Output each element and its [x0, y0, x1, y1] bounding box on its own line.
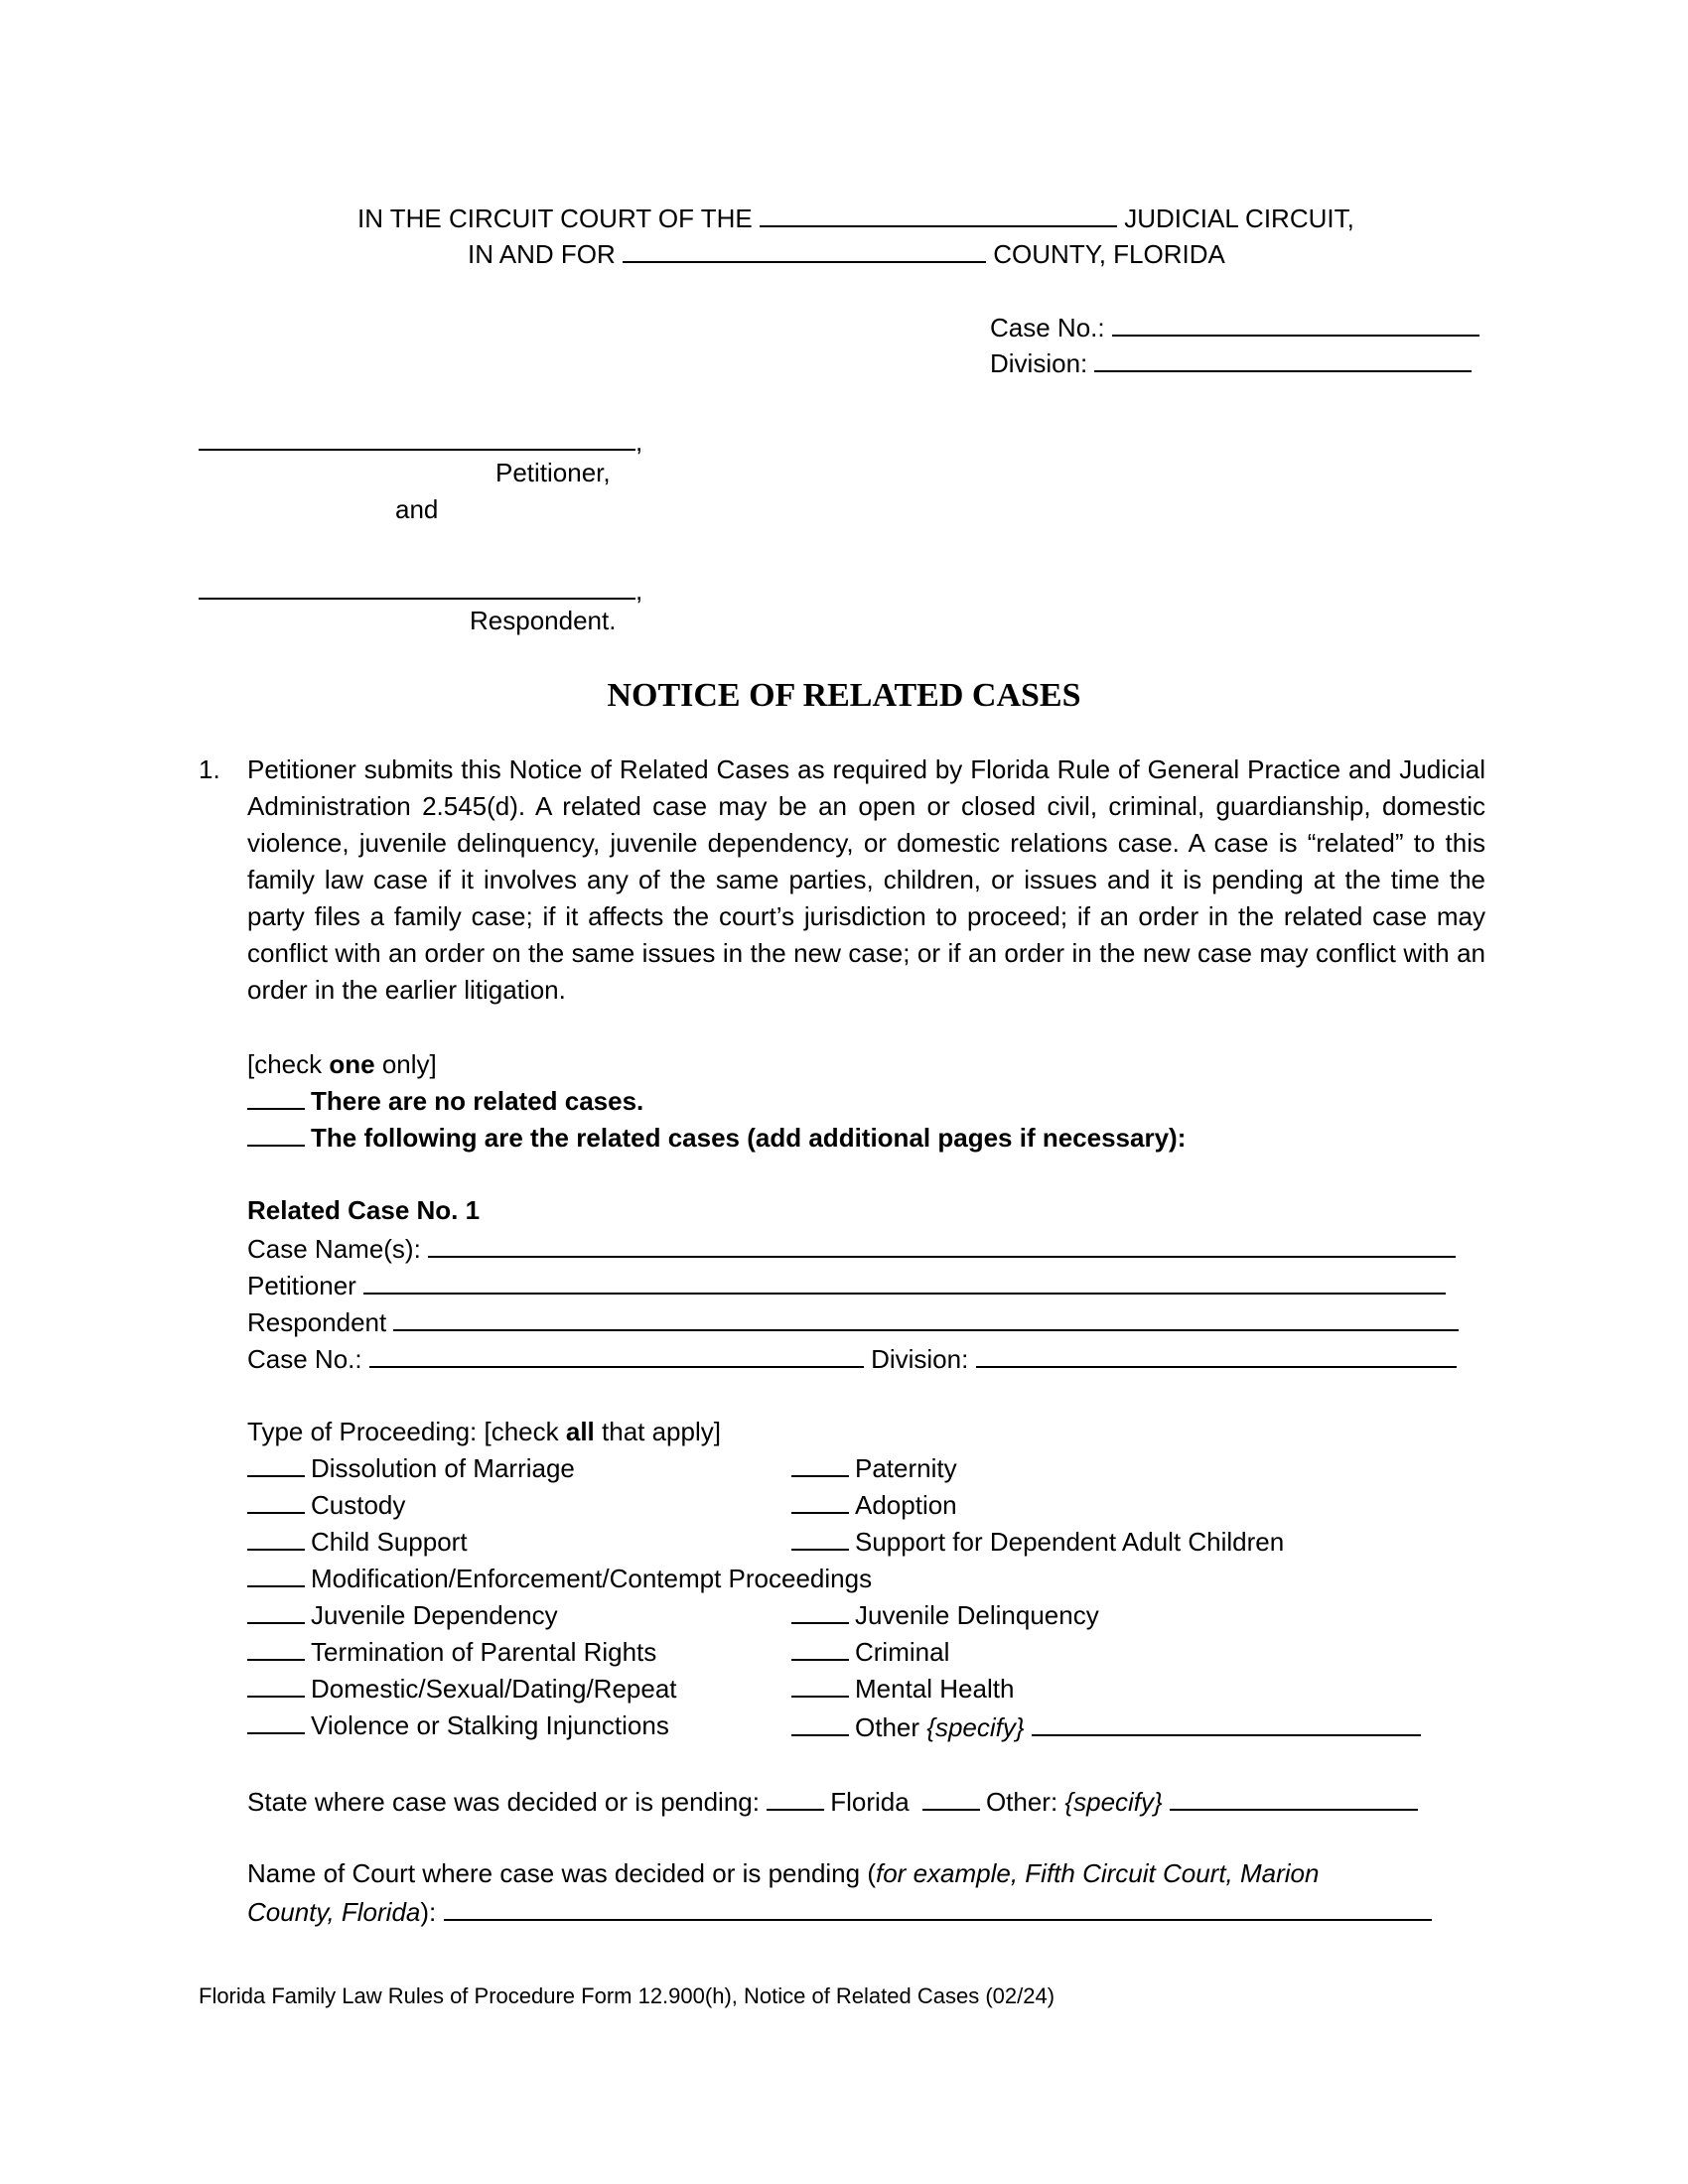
case-number-line: Case No.: [990, 313, 1479, 341]
and-label: and [395, 494, 439, 524]
respondent-label: Respondent. [470, 606, 617, 635]
proceeding-option: Termination of Parental Rights [247, 1639, 656, 1665]
petitioner-label: Petitioner, [495, 458, 611, 487]
checkbox-blank[interactable] [247, 1529, 305, 1551]
proceeding-option: Support for Dependent Adult Children [791, 1529, 1284, 1555]
division-line: Division: [990, 348, 1472, 376]
proceeding-option: Custody [247, 1492, 405, 1518]
related-case-number-field[interactable] [369, 1344, 864, 1368]
check-one-instruction: [check one only] [247, 1049, 437, 1079]
checkbox-blank[interactable] [247, 1566, 305, 1587]
page-title: NOTICE OF RELATED CASES [607, 677, 1081, 714]
checkbox-blank[interactable] [247, 1455, 305, 1477]
option-no-related-cases: There are no related cases. [247, 1088, 643, 1114]
checkbox-blank[interactable] [247, 1492, 305, 1514]
checkbox-blank[interactable] [791, 1676, 849, 1698]
proceeding-type-label: Type of Proceeding: [check all that apply] [247, 1417, 721, 1446]
checkbox-blank[interactable] [791, 1492, 849, 1514]
proceeding-option: Mental Health [791, 1676, 1014, 1702]
county-line: IN AND FOR COUNTY, FLORIDA [468, 239, 1225, 269]
checkbox-blank[interactable] [791, 1455, 849, 1477]
related-division-field[interactable] [976, 1344, 1457, 1368]
petitioner-name-line: , [199, 427, 642, 455]
proceeding-option: Adoption [791, 1492, 957, 1518]
proceeding-option: Child Support [247, 1529, 468, 1555]
proceeding-option: Criminal [791, 1639, 949, 1665]
florida-checkbox[interactable] [767, 1789, 824, 1811]
checkbox-blank[interactable] [247, 1712, 305, 1734]
checkbox-blank[interactable] [791, 1602, 849, 1624]
court-circuit-line: IN THE CIRCUIT COURT OF THE JUDICIAL CIRCUIT, [357, 204, 1354, 233]
related-petitioner-field[interactable] [363, 1271, 1446, 1295]
respondent-name-field[interactable] [199, 576, 635, 600]
case-number-field[interactable] [1112, 313, 1479, 337]
proceeding-option-other: Other {specify} [791, 1712, 1421, 1740]
other-state-field[interactable] [1170, 1787, 1418, 1811]
case-names-line: Case Name(s): [247, 1234, 1456, 1262]
checkbox-blank[interactable] [247, 1602, 305, 1624]
proceeding-option: Paternity [791, 1455, 957, 1481]
proceeding-option: Dissolution of Marriage [247, 1455, 575, 1481]
other-proceeding-field[interactable] [1032, 1712, 1421, 1736]
proceeding-option: Juvenile Delinquency [791, 1602, 1099, 1628]
checkbox-blank[interactable] [791, 1714, 849, 1736]
related-petitioner-line: Petitioner [247, 1271, 1446, 1298]
related-respondent-line: Respondent [247, 1307, 1459, 1335]
other-state-checkbox[interactable] [922, 1789, 980, 1811]
section-number: 1. [199, 754, 220, 784]
court-name-line: County, Florida): [247, 1897, 1432, 1925]
related-respondent-field[interactable] [393, 1307, 1459, 1331]
checkbox-blank[interactable] [247, 1639, 305, 1661]
form-footer: Florida Family Law Rules of Procedure Form 12.900(h), Notice of Related Cases (02/24) [199, 1983, 1055, 2008]
checkbox-blank[interactable] [247, 1676, 305, 1698]
checkbox-blank[interactable] [791, 1639, 849, 1661]
petitioner-name-field[interactable] [199, 427, 635, 451]
court-name-field[interactable] [444, 1897, 1432, 1921]
option-related-cases-follow: The following are the related cases (add additional pages if necessary): [247, 1125, 1186, 1151]
judicial-circuit-field[interactable] [760, 204, 1117, 227]
court-name-label: Name of Court where case was decided or is pending (for example, Fifth Circuit Court, Marion [247, 1858, 1320, 1888]
respondent-name-line: , [199, 576, 642, 604]
proceeding-option: Juvenile Dependency [247, 1602, 558, 1628]
proceeding-option: Modification/Enforcement/Contempt Proceedings [247, 1566, 872, 1591]
checkbox-blank[interactable] [791, 1529, 849, 1551]
proceeding-option: Violence or Stalking Injunctions [247, 1712, 669, 1738]
checkbox-blank[interactable] [247, 1088, 305, 1110]
related-case-heading: Related Case No. 1 [247, 1195, 481, 1225]
county-field[interactable] [623, 239, 986, 263]
related-case-no-line: Case No.: Division: [247, 1344, 1457, 1372]
proceeding-option: Domestic/Sexual/Dating/Repeat [247, 1676, 677, 1702]
case-names-field[interactable] [428, 1234, 1456, 1258]
division-field[interactable] [1094, 348, 1472, 372]
state-line: State where case was decided or is pending: Florida Other: {specify} [247, 1787, 1418, 1815]
checkbox-blank[interactable] [247, 1125, 305, 1147]
section-1-text: Petitioner submits this Notice of Related Cases as required by Florida Rule of General Practice and Judicial Administration 2.545(d). A related case may be an open or closed civil, criminal, guardianship, domestic violence, juvenile delinquency, juvenile dependency, or domestic relations case. A case is “related” to this family law case if it involves any of the same parties, children, or issues and it is pending at the time the party files a family case; if it affects the court’s jurisdiction to proceed; if an order in the related case may conflict with an order on the same issues in the new case; or if an order in the new case may conflict with an order in the earlier litigation. [247, 754, 1485, 1005]
